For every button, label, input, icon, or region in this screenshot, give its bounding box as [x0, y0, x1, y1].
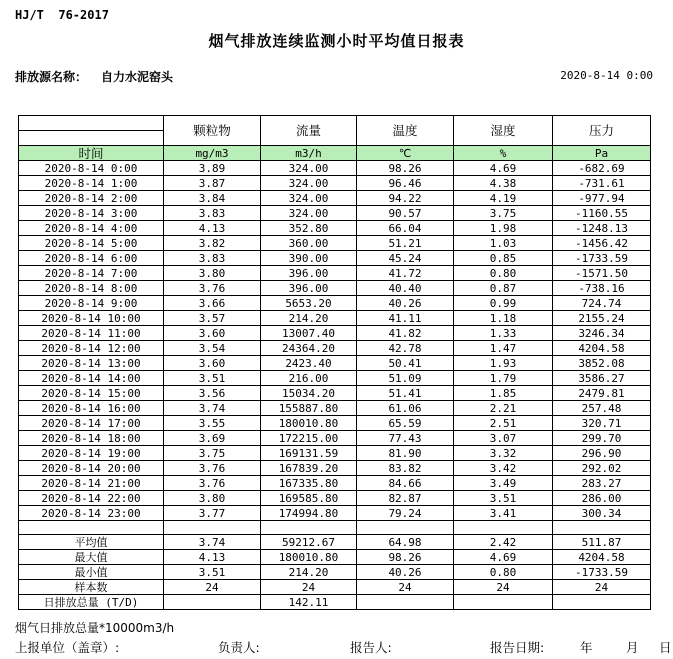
summary-row: [19, 535, 651, 550]
time-cell: 2020-8-14 8:00: [19, 281, 164, 296]
value-cell: 324.00: [261, 206, 357, 221]
value-cell: 15034.20: [261, 386, 357, 401]
value-cell: 3.82: [164, 236, 261, 251]
summary-value-cell: 4.69: [454, 550, 553, 565]
total-emission-note: 烟气日排放总量*10000m3/h: [15, 621, 175, 635]
table-row: [19, 386, 651, 401]
value-cell: 360.00: [261, 236, 357, 251]
time-cell: 2020-8-14 15:00: [19, 386, 164, 401]
value-cell: 292.02: [553, 461, 651, 476]
report-date-label: 报告日期:: [490, 640, 545, 655]
value-cell: 3.49: [454, 476, 553, 491]
value-cell: 3.56: [164, 386, 261, 401]
value-cell: 61.06: [357, 401, 454, 416]
value-cell: -738.16: [553, 281, 651, 296]
value-cell: 4204.58: [553, 341, 651, 356]
value-cell: 3.55: [164, 416, 261, 431]
value-cell: 390.00: [261, 251, 357, 266]
summary-value-cell: 511.87: [553, 535, 651, 550]
summary-label-cell: 平均值: [19, 535, 164, 550]
summary-value-cell: 3.74: [164, 535, 261, 550]
summary-row: [19, 565, 651, 580]
time-header-cell: 时间: [19, 146, 164, 161]
value-cell: 1.33: [454, 326, 553, 341]
value-cell: 94.22: [357, 191, 454, 206]
value-cell: 216.00: [261, 371, 357, 386]
value-cell: 352.80: [261, 221, 357, 236]
value-cell: -977.94: [553, 191, 651, 206]
value-cell: 1.03: [454, 236, 553, 251]
value-cell: -1571.50: [553, 266, 651, 281]
spacer-row: [19, 521, 651, 535]
value-cell: 3.84: [164, 191, 261, 206]
time-cell: 2020-8-14 7:00: [19, 266, 164, 281]
value-cell: 41.82: [357, 326, 454, 341]
value-cell: 84.66: [357, 476, 454, 491]
column-header-flow: 流量: [261, 116, 357, 146]
summary-value-cell: 59212.67: [261, 535, 357, 550]
value-cell: 3.51: [454, 491, 553, 506]
table-row: [19, 476, 651, 491]
source-name-value: 自力水泥窑头: [101, 70, 174, 84]
time-cell: 2020-8-14 13:00: [19, 356, 164, 371]
value-cell: 4.69: [454, 161, 553, 176]
value-cell: 257.48: [553, 401, 651, 416]
summary-value-cell: 3.51: [164, 565, 261, 580]
time-cell: 2020-8-14 18:00: [19, 431, 164, 446]
report-datetime: 2020-8-14 0:00: [560, 69, 653, 82]
time-cell: 2020-8-14 21:00: [19, 476, 164, 491]
empty-cell: [164, 521, 261, 535]
time-cell: 2020-8-14 19:00: [19, 446, 164, 461]
time-cell: 2020-8-14 14:00: [19, 371, 164, 386]
value-cell: 3.75: [164, 446, 261, 461]
value-cell: 3.60: [164, 356, 261, 371]
time-cell: 2020-8-14 10:00: [19, 311, 164, 326]
value-cell: 3.66: [164, 296, 261, 311]
report-unit-label: 上报单位（盖章）:: [15, 640, 120, 655]
value-cell: 2.51: [454, 416, 553, 431]
time-cell: 2020-8-14 4:00: [19, 221, 164, 236]
summary-row: [19, 580, 651, 595]
table-row: [19, 191, 651, 206]
value-cell: 96.46: [357, 176, 454, 191]
table-row: [19, 356, 651, 371]
table-row: [19, 176, 651, 191]
table-row: [19, 431, 651, 446]
table-row: [19, 446, 651, 461]
summary-label-cell: 最小值: [19, 565, 164, 580]
unit-row: [19, 146, 651, 161]
value-cell: -731.61: [553, 176, 651, 191]
value-cell: -1160.55: [553, 206, 651, 221]
table-row: [19, 371, 651, 386]
value-cell: 65.59: [357, 416, 454, 431]
value-cell: 13007.40: [261, 326, 357, 341]
unit-pressure: Pa: [553, 146, 651, 161]
value-cell: 3586.27: [553, 371, 651, 386]
value-cell: 324.00: [261, 161, 357, 176]
table-row: [19, 251, 651, 266]
value-cell: 66.04: [357, 221, 454, 236]
time-cell: 2020-8-14 16:00: [19, 401, 164, 416]
summary-row: [19, 550, 651, 565]
value-cell: 155887.80: [261, 401, 357, 416]
table-row: [19, 401, 651, 416]
table-row: [19, 206, 651, 221]
column-header-particulate: 颗粒物: [164, 116, 261, 146]
value-cell: 3.75: [454, 206, 553, 221]
time-cell: 2020-8-14 22:00: [19, 491, 164, 506]
data-rows: [19, 161, 651, 610]
time-cell: 2020-8-14 1:00: [19, 176, 164, 191]
summary-value-cell: 214.20: [261, 565, 357, 580]
value-cell: 3.76: [164, 476, 261, 491]
value-cell: 4.38: [454, 176, 553, 191]
value-cell: 299.70: [553, 431, 651, 446]
value-cell: 3.83: [164, 251, 261, 266]
unit-particulate: mg/m3: [164, 146, 261, 161]
time-cell: 2020-8-14 5:00: [19, 236, 164, 251]
value-cell: 3.42: [454, 461, 553, 476]
summary-value-cell: [454, 595, 553, 610]
value-cell: 79.24: [357, 506, 454, 521]
value-cell: 41.72: [357, 266, 454, 281]
day-label: 日: [659, 640, 672, 655]
value-cell: 1.93: [454, 356, 553, 371]
value-cell: 3.89: [164, 161, 261, 176]
value-cell: 1.18: [454, 311, 553, 326]
value-cell: 0.85: [454, 251, 553, 266]
value-cell: 98.26: [357, 161, 454, 176]
value-cell: 3.76: [164, 281, 261, 296]
value-cell: 324.00: [261, 176, 357, 191]
value-cell: 51.21: [357, 236, 454, 251]
report-table: [18, 115, 651, 610]
value-cell: 324.00: [261, 191, 357, 206]
value-cell: 51.41: [357, 386, 454, 401]
summary-value-cell: 4.13: [164, 550, 261, 565]
value-cell: 180010.80: [261, 416, 357, 431]
value-cell: 724.74: [553, 296, 651, 311]
table-row: [19, 236, 651, 251]
value-cell: 1.47: [454, 341, 553, 356]
value-cell: 24364.20: [261, 341, 357, 356]
table-row: [19, 266, 651, 281]
summary-value-cell: [357, 595, 454, 610]
value-cell: 0.80: [454, 266, 553, 281]
table-row: [19, 341, 651, 356]
value-cell: 3.60: [164, 326, 261, 341]
standard-code: HJ/T 76-2017: [15, 8, 109, 22]
table-row: [19, 506, 651, 521]
value-cell: -1456.42: [553, 236, 651, 251]
value-cell: 77.43: [357, 431, 454, 446]
time-cell: 2020-8-14 3:00: [19, 206, 164, 221]
value-cell: 283.27: [553, 476, 651, 491]
summary-value-cell: 142.11: [261, 595, 357, 610]
report-meta: [15, 68, 655, 85]
value-cell: 172215.00: [261, 431, 357, 446]
report-title: 烟气排放连续监测小时平均值日报表: [208, 32, 465, 50]
empty-cell: [19, 521, 164, 535]
summary-value-cell: [164, 595, 261, 610]
value-cell: 3.80: [164, 491, 261, 506]
value-cell: -682.69: [553, 161, 651, 176]
value-cell: 41.11: [357, 311, 454, 326]
value-cell: 1.85: [454, 386, 553, 401]
time-cell: 2020-8-14 6:00: [19, 251, 164, 266]
value-cell: 5653.20: [261, 296, 357, 311]
value-cell: 174994.80: [261, 506, 357, 521]
table-row: [19, 416, 651, 431]
value-cell: 3.76: [164, 461, 261, 476]
value-cell: 83.82: [357, 461, 454, 476]
value-cell: 1.79: [454, 371, 553, 386]
table-row: [19, 296, 651, 311]
unit-humidity: %: [454, 146, 553, 161]
value-cell: 396.00: [261, 281, 357, 296]
summary-value-cell: 24: [357, 580, 454, 595]
table-row: [19, 161, 651, 176]
year-label: 年: [580, 640, 593, 655]
summary-value-cell: 24: [164, 580, 261, 595]
value-cell: 81.90: [357, 446, 454, 461]
summary-value-cell: 24: [261, 580, 357, 595]
time-cell: 2020-8-14 20:00: [19, 461, 164, 476]
value-cell: 396.00: [261, 266, 357, 281]
value-cell: 167839.20: [261, 461, 357, 476]
value-cell: 167335.80: [261, 476, 357, 491]
value-cell: 3.80: [164, 266, 261, 281]
value-cell: 40.26: [357, 296, 454, 311]
value-cell: 3.69: [164, 431, 261, 446]
summary-value-cell: [553, 595, 651, 610]
time-cell: 2020-8-14 11:00: [19, 326, 164, 341]
summary-value-cell: 64.98: [357, 535, 454, 550]
value-cell: 90.57: [357, 206, 454, 221]
summary-label-cell: 最大值: [19, 550, 164, 565]
column-header-humidity: 湿度: [454, 116, 553, 146]
value-cell: 169585.80: [261, 491, 357, 506]
time-cell: 2020-8-14 12:00: [19, 341, 164, 356]
column-header-temperature: 温度: [357, 116, 454, 146]
corner-cell-bottom: [19, 131, 164, 146]
table-row: [19, 311, 651, 326]
table-row: [19, 221, 651, 236]
value-cell: 42.78: [357, 341, 454, 356]
summary-label-cell: 日排放总量 (T/D): [19, 595, 164, 610]
value-cell: 296.90: [553, 446, 651, 461]
value-cell: 82.87: [357, 491, 454, 506]
source-name-label: 排放源名称：: [15, 70, 88, 84]
value-cell: 3852.08: [553, 356, 651, 371]
value-cell: -1248.13: [553, 221, 651, 236]
value-cell: 0.87: [454, 281, 553, 296]
value-cell: 3.07: [454, 431, 553, 446]
value-cell: 169131.59: [261, 446, 357, 461]
summary-value-cell: 98.26: [357, 550, 454, 565]
table-row: [19, 326, 651, 341]
value-cell: 3.77: [164, 506, 261, 521]
value-cell: 3.57: [164, 311, 261, 326]
summary-value-cell: -1733.59: [553, 565, 651, 580]
value-cell: -1733.59: [553, 251, 651, 266]
value-cell: 2.21: [454, 401, 553, 416]
summary-value-cell: 2.42: [454, 535, 553, 550]
value-cell: 1.98: [454, 221, 553, 236]
value-cell: 40.40: [357, 281, 454, 296]
value-cell: 0.99: [454, 296, 553, 311]
value-cell: 3.32: [454, 446, 553, 461]
summary-value-cell: 0.80: [454, 565, 553, 580]
value-cell: 300.34: [553, 506, 651, 521]
value-cell: 50.41: [357, 356, 454, 371]
time-cell: 2020-8-14 0:00: [19, 161, 164, 176]
summary-value-cell: 40.26: [357, 565, 454, 580]
empty-cell: [261, 521, 357, 535]
value-cell: 51.09: [357, 371, 454, 386]
value-cell: 2479.81: [553, 386, 651, 401]
empty-cell: [357, 521, 454, 535]
value-cell: 2423.40: [261, 356, 357, 371]
empty-cell: [454, 521, 553, 535]
value-cell: 3.41: [454, 506, 553, 521]
value-cell: 4.13: [164, 221, 261, 236]
month-label: 月: [626, 640, 639, 655]
table-row: [19, 281, 651, 296]
value-cell: 3.51: [164, 371, 261, 386]
summary-value-cell: 4204.58: [553, 550, 651, 565]
value-cell: 4.19: [454, 191, 553, 206]
value-cell: 214.20: [261, 311, 357, 326]
summary-value-cell: 180010.80: [261, 550, 357, 565]
unit-temperature: ℃: [357, 146, 454, 161]
time-cell: 2020-8-14 2:00: [19, 191, 164, 206]
unit-flow: m3/h: [261, 146, 357, 161]
time-cell: 2020-8-14 17:00: [19, 416, 164, 431]
signature-line: [0, 638, 673, 654]
summary-row: [19, 595, 651, 610]
summary-label-cell: 样本数: [19, 580, 164, 595]
value-cell: 3.54: [164, 341, 261, 356]
header-row-1: [19, 116, 651, 131]
value-cell: 286.00: [553, 491, 651, 506]
value-cell: 45.24: [357, 251, 454, 266]
summary-value-cell: 24: [454, 580, 553, 595]
value-cell: 3246.34: [553, 326, 651, 341]
value-cell: 2155.24: [553, 311, 651, 326]
column-header-pressure: 压力: [553, 116, 651, 146]
value-cell: 320.71: [553, 416, 651, 431]
time-cell: 2020-8-14 9:00: [19, 296, 164, 311]
value-cell: 3.83: [164, 206, 261, 221]
table-row: [19, 491, 651, 506]
value-cell: 3.87: [164, 176, 261, 191]
empty-cell: [553, 521, 651, 535]
summary-value-cell: 24: [553, 580, 651, 595]
table-row: [19, 461, 651, 476]
reporter-label: 报告人:: [350, 640, 392, 655]
corner-cell-top: [19, 116, 164, 131]
time-cell: 2020-8-14 23:00: [19, 506, 164, 521]
value-cell: 3.74: [164, 401, 261, 416]
responsible-person-label: 负责人:: [218, 640, 260, 655]
